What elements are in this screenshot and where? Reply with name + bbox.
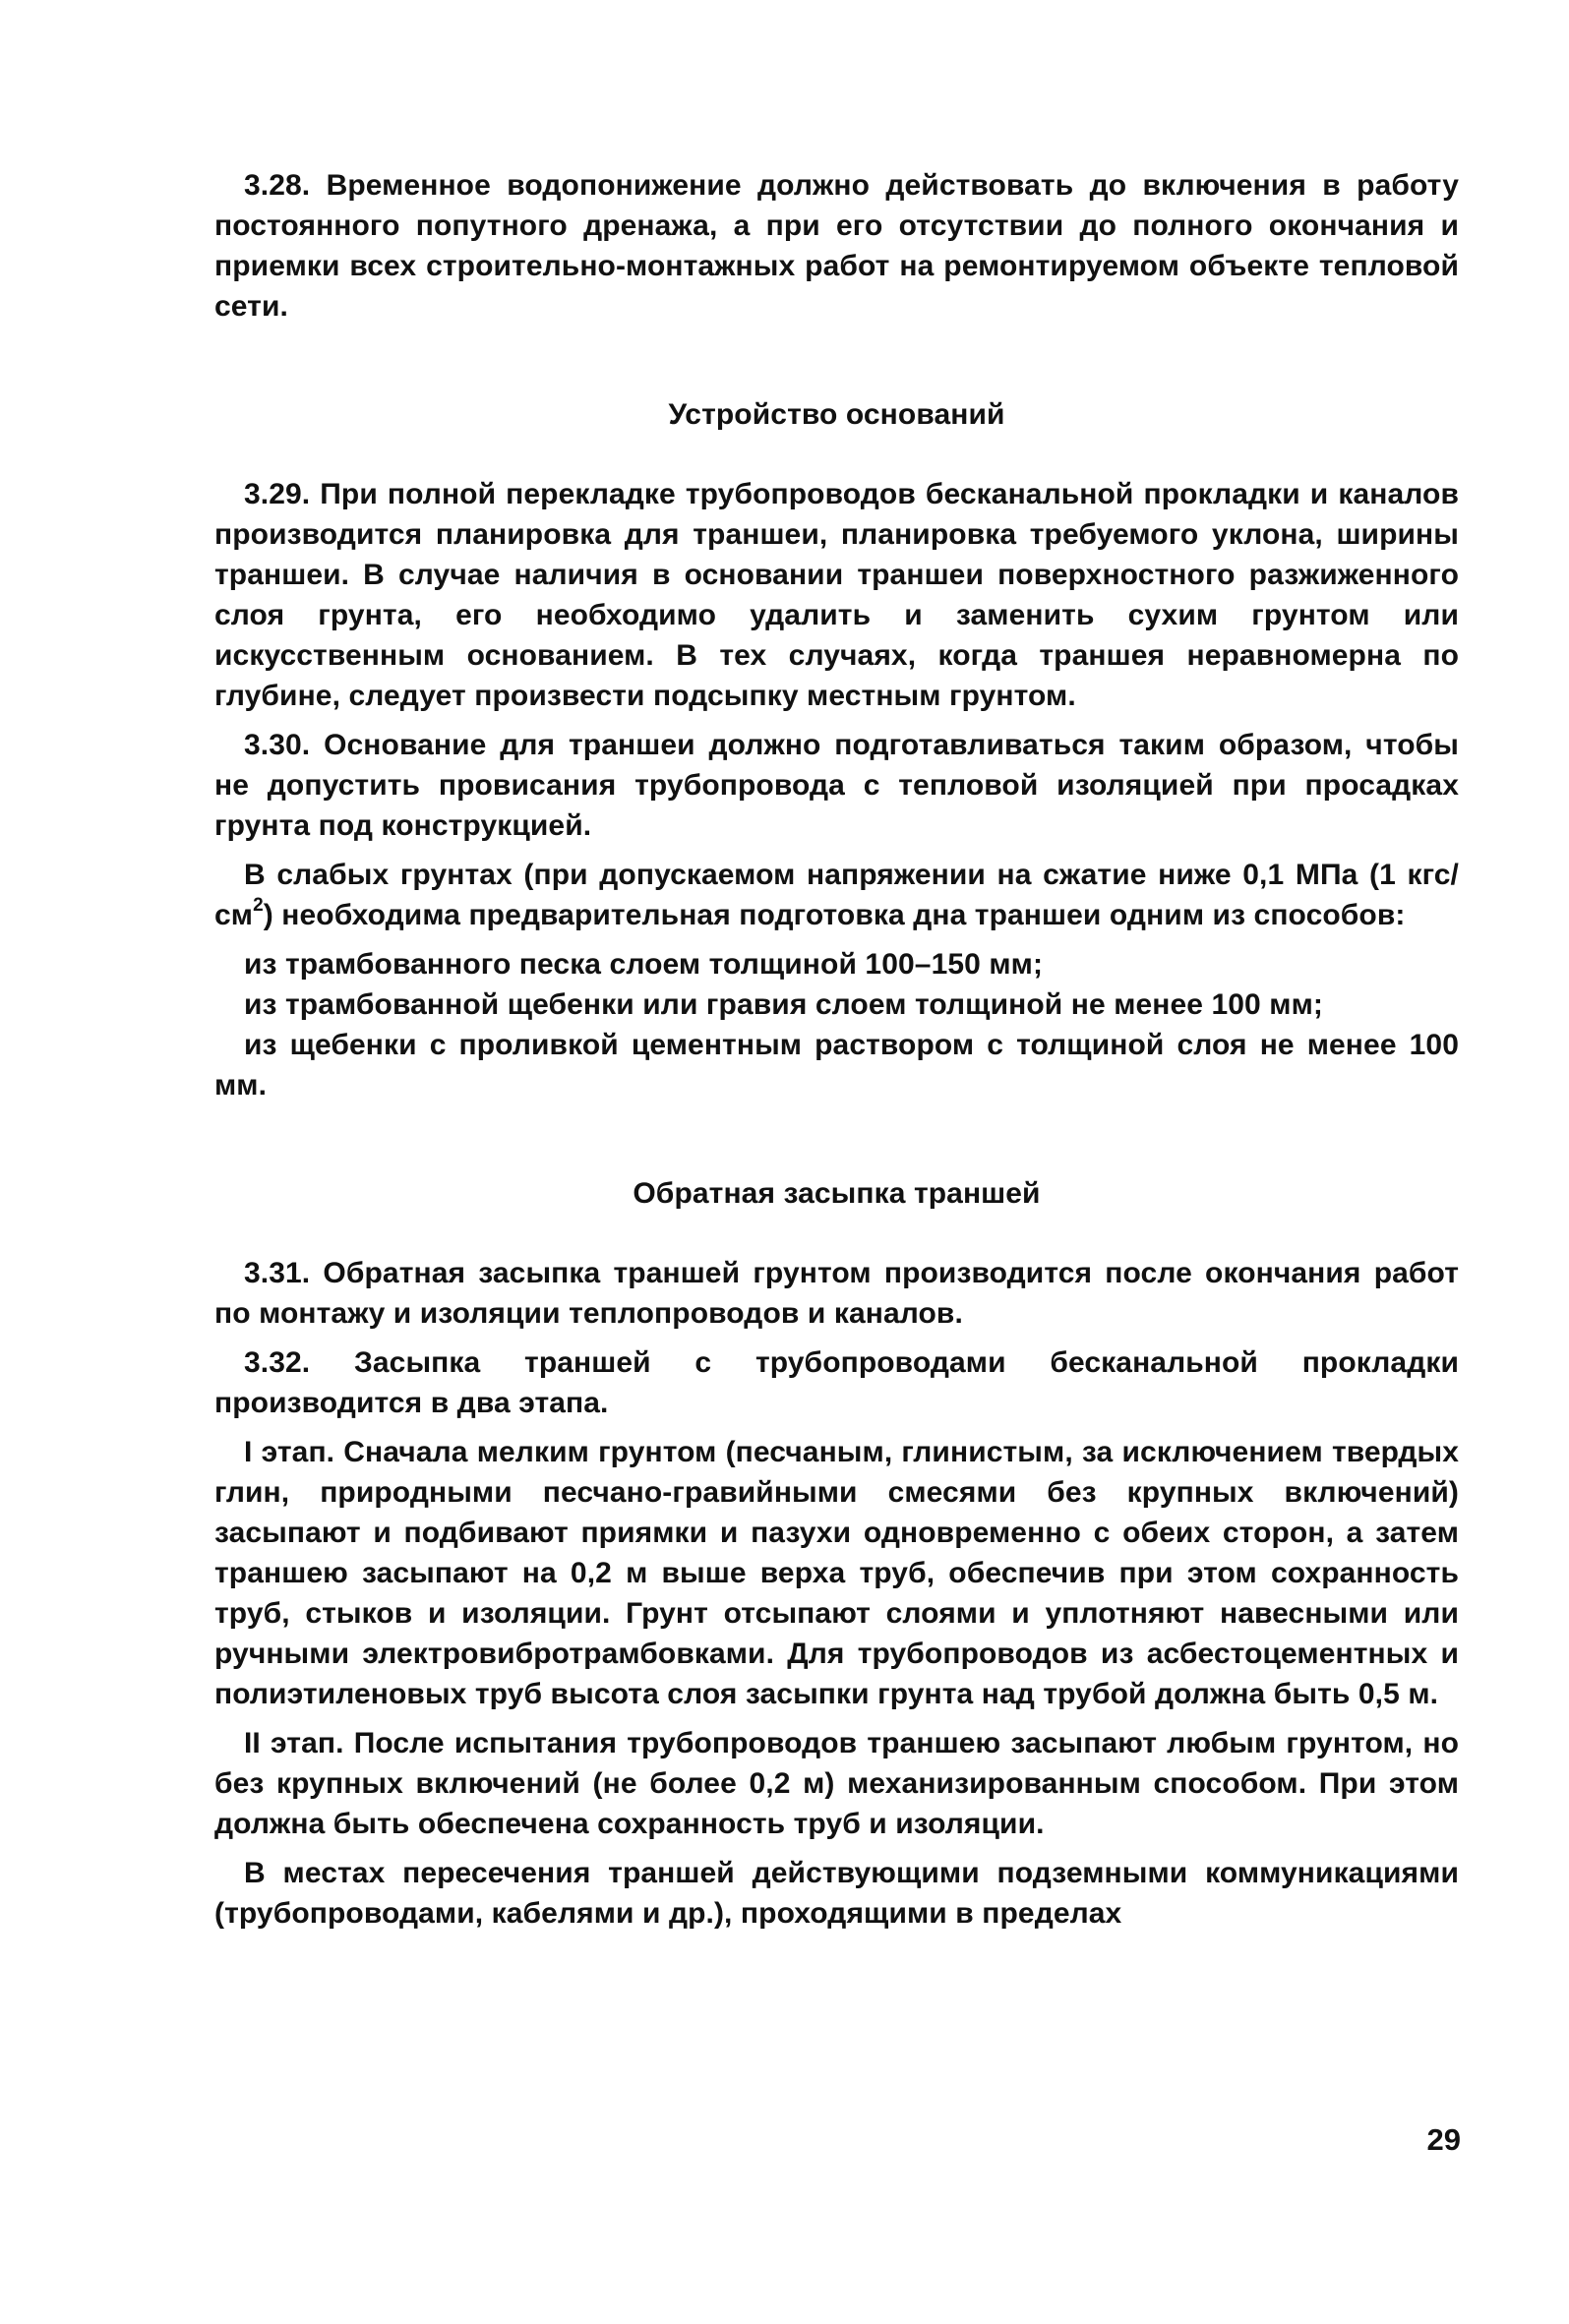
paragraph-crossings xyxy=(214,1853,1459,1934)
paragraph-3-32 xyxy=(214,1342,1459,1423)
paragraph-weak-soils xyxy=(214,855,1459,935)
paragraph-number: 3.32. xyxy=(244,1346,311,1379)
paragraph-number: 3.28. xyxy=(244,169,311,202)
page-number: 29 xyxy=(1426,2122,1461,2157)
stage-label: II этап. xyxy=(244,1727,344,1759)
stage-label: I этап. xyxy=(244,1436,335,1468)
paragraph-text-part: ) необходима предварительная подготовка дна траншеи одним из способов: xyxy=(263,899,1406,931)
paragraph-3-30 xyxy=(214,725,1459,846)
superscript: 2 xyxy=(253,895,264,916)
page-content xyxy=(214,165,1459,1942)
paragraph-text: Основание для траншеи должно подготавливаться таким образом, чтобы не допустить провисания трубопровода с тепловой изоляцией при просадках грунта под конструкцией. xyxy=(214,729,1459,842)
list-item: из трамбованного песка слоем толщиной 100–150 мм; xyxy=(244,948,1044,981)
list-item: из щебенки с проливкой цементным раствором с толщиной слоя не менее 100 мм. xyxy=(214,1029,1459,1102)
paragraph-number: 3.31. xyxy=(244,1257,311,1289)
paragraph-stage-1 xyxy=(214,1432,1459,1714)
list-item: из трамбованной щебенки или гравия слоем толщиной не менее 100 мм; xyxy=(244,988,1323,1021)
paragraph-text: Обратная засыпка траншей грунтом производится после окончания работ по монтажу и изоляции теплопроводов и каналов. xyxy=(214,1257,1460,1330)
paragraph-text: Засыпка траншей с трубопроводами бесканальной прокладки производится в два этапа. xyxy=(214,1346,1459,1419)
paragraph-3-29 xyxy=(214,474,1459,716)
section-heading-backfill: Обратная засыпка траншей xyxy=(633,1177,1041,1210)
paragraph-text: Сначала мелким грунтом (песчаным, глинистым, за исключением твердых глин, природными песчано-гравийными смесями без крупных включений) засыпают и подбивают приямки и пазухи одновременно с обеих сторон, а затем траншею засыпают на 0,2 м выше верха труб, обеспечив при этом сохранность труб, стыков и изоляции. Грунт отсыпают слоями и уплотняют навесными или ручными электровибротрамбовками. Для трубопроводов из асбестоцементных и полиэтиленовых труб высота слоя засыпки грунта над трубой должна быть 0,5 м. xyxy=(214,1436,1459,1710)
paragraph-3-28 xyxy=(214,165,1459,327)
paragraph-3-31 xyxy=(214,1253,1459,1334)
paragraph-number: 3.29. xyxy=(244,478,311,510)
paragraph-text: В местах пересечения траншей действующими подземными коммуникациями (трубопроводами, кабелями и др.), проходящими в пределах xyxy=(214,1857,1459,1930)
paragraph-text-part: В слабых грунтах (при допускаемом напряжении на сжатие ниже 0,1 МПа (1 кгс/см xyxy=(214,859,1459,931)
paragraph-number: 3.30. xyxy=(244,729,311,761)
paragraph-text: При полной перекладке трубопроводов бесканальной прокладки и каналов производится планировка для траншеи, планировка требуемого уклона, ширины траншеи. В случае наличия в основании траншеи поверхностного разжиженного слоя грунта, его необходимо удалить и заменить сухим грунтом или искусственным основанием. В тех случаях, когда траншея неравномерна по глубине, следует произвести подсыпку местным грунтом. xyxy=(214,478,1459,712)
paragraph-stage-2 xyxy=(214,1723,1459,1844)
paragraph-text: После испытания трубопроводов траншею засыпают любым грунтом, но без крупных включений (не более 0,2 м) механизированным способом. При этом должна быть обеспечена сохранность труб и изоляции. xyxy=(214,1727,1460,1840)
section-heading-foundations: Устройство оснований xyxy=(668,398,1005,431)
paragraph-text: Временное водопонижение должно действовать до включения в работу постоянного попутного дренажа, а при его отсутствии до полного окончания и приемки всех строительно-монтажных работ на ремонтируемом объекте тепловой сети. xyxy=(214,169,1459,323)
